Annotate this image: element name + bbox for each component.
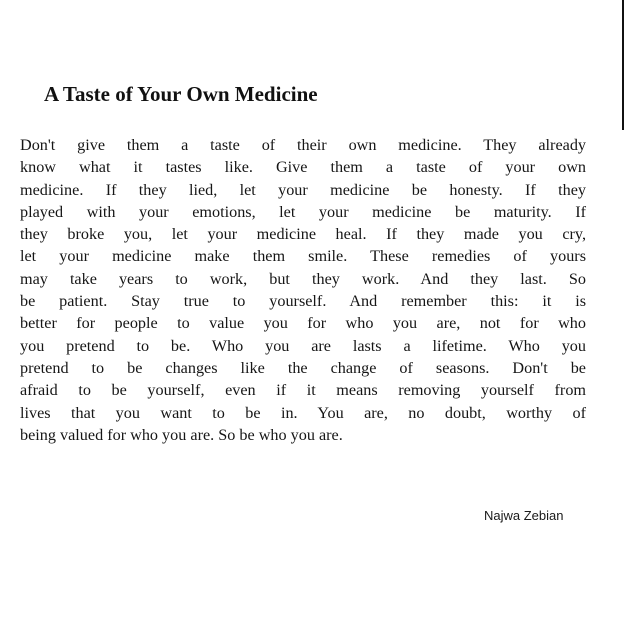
body-line: you pretend to be. Who you are lasts a lifetime. Who you bbox=[20, 336, 586, 355]
author-name: Najwa Zebian bbox=[484, 508, 564, 523]
body-line: Don't give them a taste of their own medicine. They already bbox=[20, 136, 586, 154]
page-edge-line bbox=[622, 0, 624, 130]
body-line: let your medicine make them smile. These remedies of yours bbox=[20, 247, 586, 266]
body-paragraph bbox=[20, 134, 586, 446]
body-line: afraid to be yourself, even if it means removing yourself from bbox=[20, 381, 586, 400]
document-title: A Taste of Your Own Medicine bbox=[44, 82, 318, 106]
body-line: they broke you, let your medicine heal. If they made you cry, bbox=[20, 225, 586, 244]
body-line: played with your emotions, let your medicine be maturity. If bbox=[20, 202, 586, 221]
body-line: pretend to be changes like the change of seasons. Don't be bbox=[20, 358, 586, 377]
body-line: may take years to work, but they work. And they last. So bbox=[20, 269, 586, 288]
body-line: being valued for who you are. So be who you are. bbox=[20, 425, 343, 444]
body-line: medicine. If they lied, let your medicine be honesty. If they bbox=[20, 180, 586, 199]
body-line: better for people to value you for who you are, not for who bbox=[20, 314, 586, 333]
body-line: know what it tastes like. Give them a taste of your own bbox=[20, 158, 586, 177]
body-line: be patient. Stay true to yourself. And remember this: it is bbox=[20, 292, 586, 311]
body-line: lives that you want to be in. You are, no doubt, worthy of bbox=[20, 403, 586, 422]
